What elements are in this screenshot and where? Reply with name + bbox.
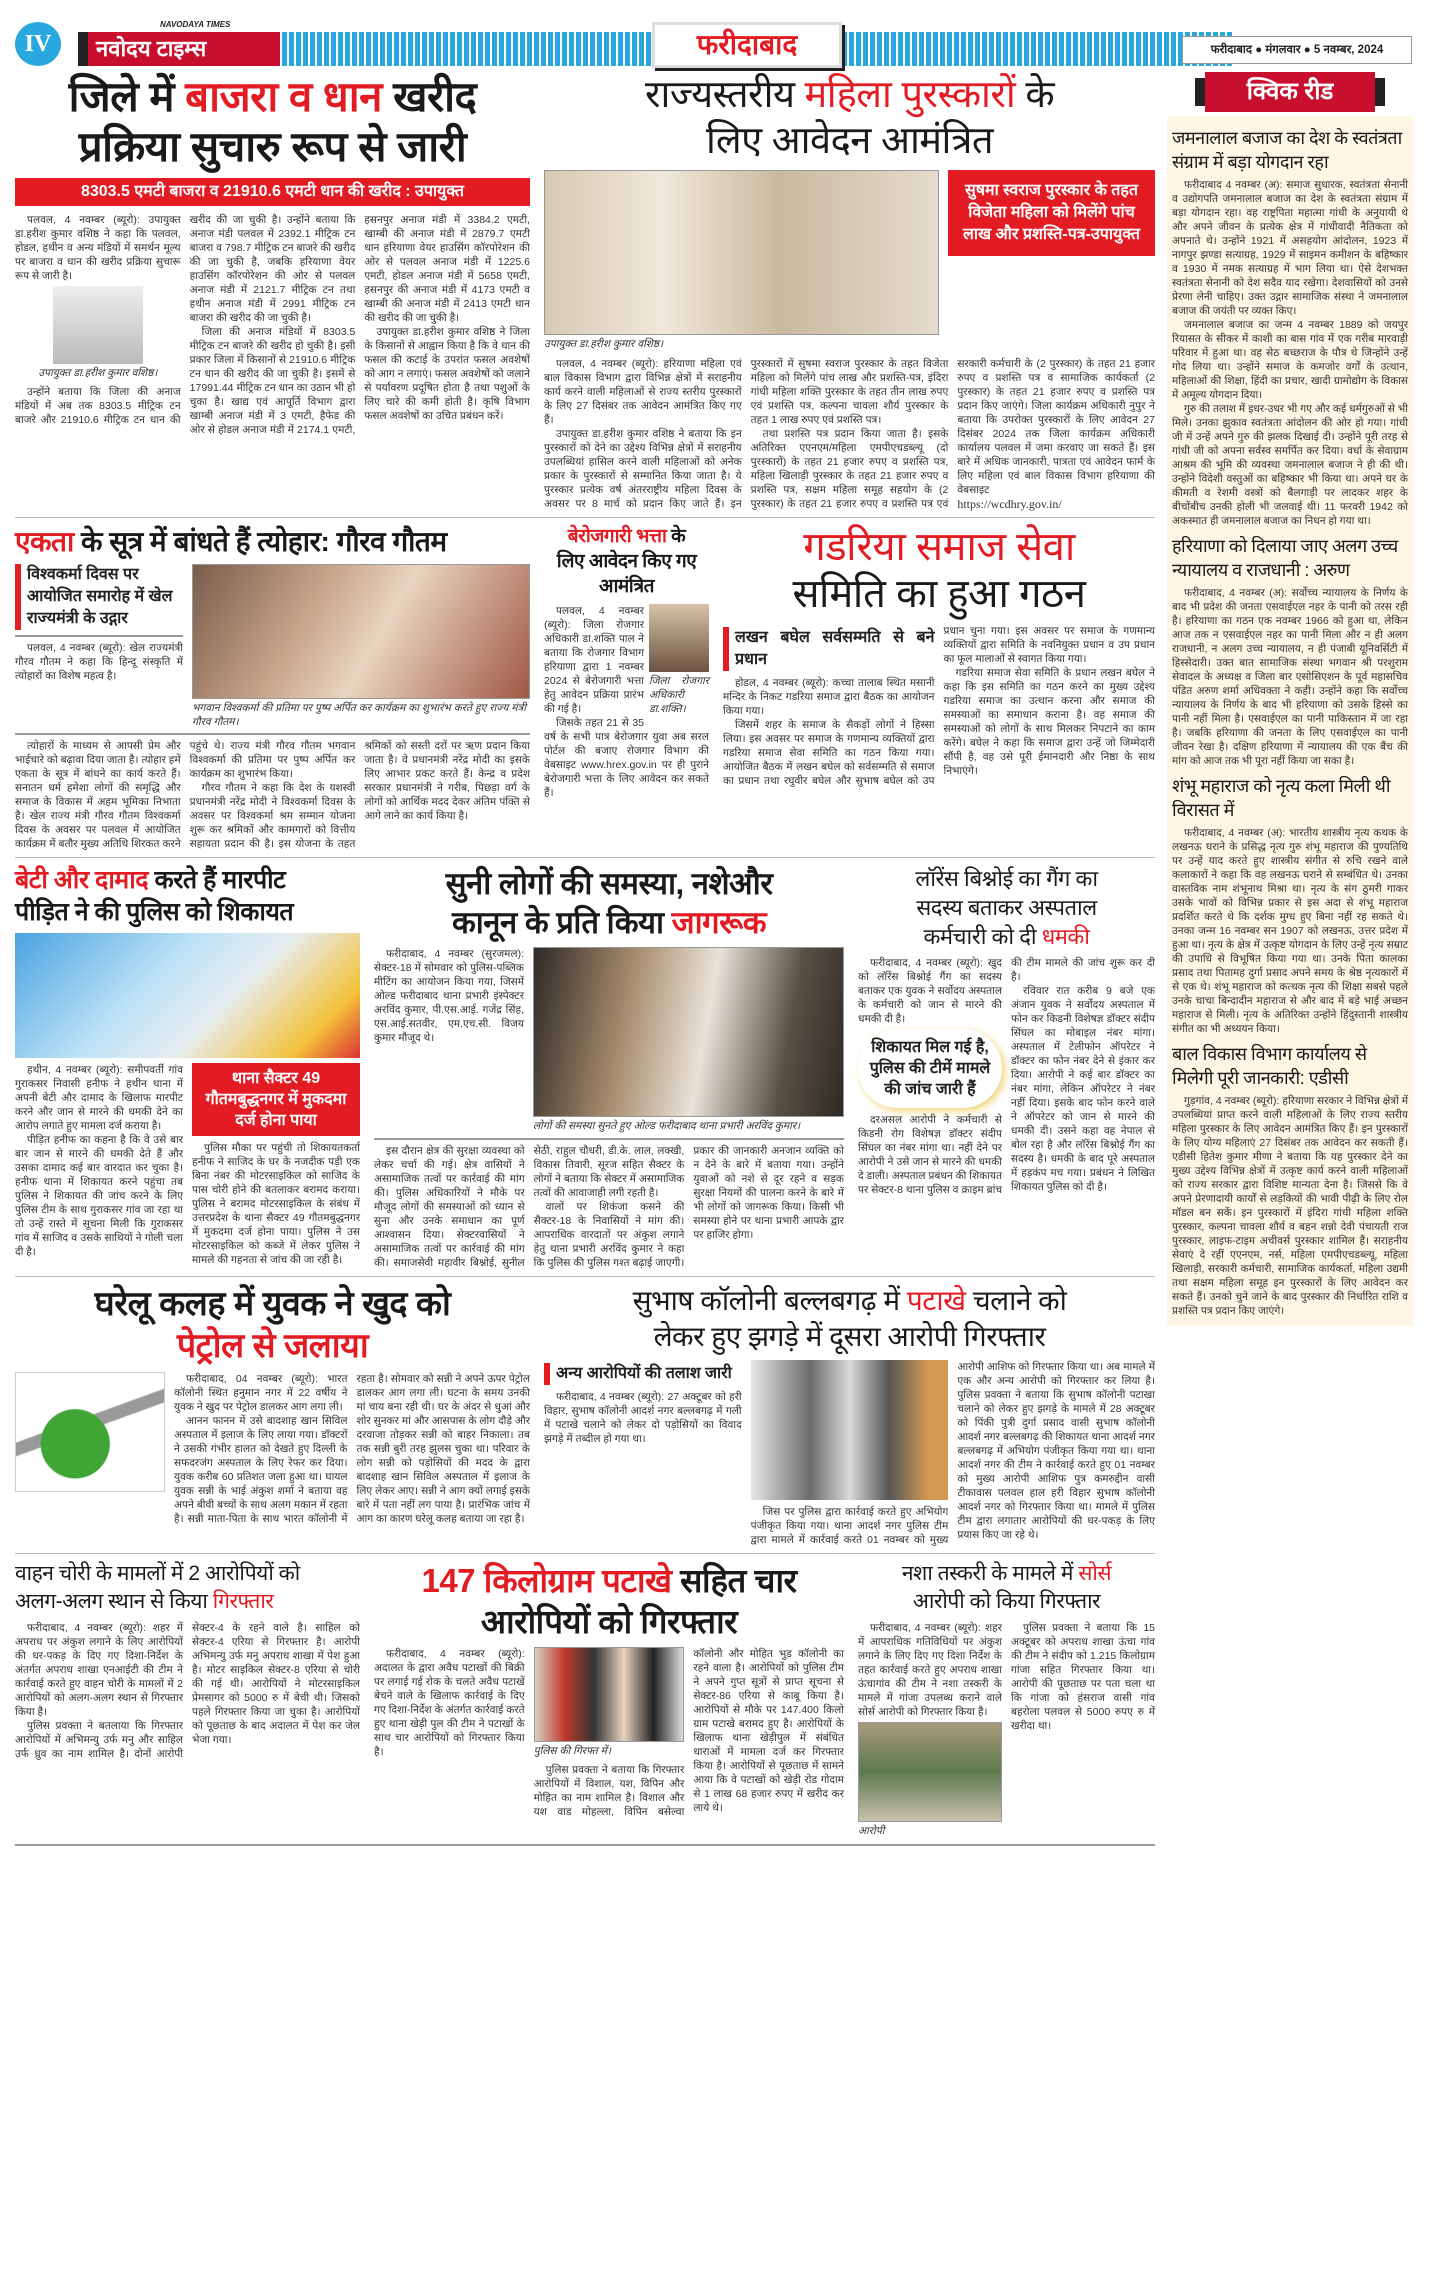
headline-part: चलाने को (965, 1285, 1067, 1316)
article-body (544, 357, 1155, 511)
headline-part: जिले में (68, 73, 186, 120)
paragraph: फरीदाबाद, 4 नवम्बर (सुरजमल): सेक्टर-18 में सोमवार को पुलिस-पब्लिक मीटिंग का आयोजन किया गया, जिसमें ओल्ड फरीदाबाद थाना प्रभारी इंस्पेक्टर अरविंद कुमार, पी.एस.आई. गजेंद्र सिंह, एस.आई.सतवीर, एम.एच.सी. विजय कुमार मौजूद थे। (374, 948, 524, 1044)
ekta-subhead: विश्वकर्मा दिवस पर आयोजित समारोह में खेल राज्यमंत्री के उद्गार (15, 564, 183, 630)
headline-part: लिए आवेदन आमंत्रित (705, 120, 993, 162)
headline-gadariya (723, 524, 1155, 618)
paragraph: उन्होंने बताया कि जिला की अनाज मंडियों में अब तक 8303.5 मीट्रिक टन बाजरे और 21910.6 मीट्रिक टन धान की खरीद की जा चुकी है। उन्होंने बताया कि अनाज मंडी पलवल में 2392.1 मीट्रिक टन बाजरा व 798.7 मीट्रिक टन बाजरे की खरीद की जा चुकी है, जबकि हरियाणा वेयर हाउसिंग कॉरपोरेशन की ओर से पलवल अनाज मंडी में 2121.7 मीट्रिक टन तथा हथीन अनाज मंडी में 2991 मीट्रिक टन बाजरा की खरीद की जा चुकी है। (15, 214, 356, 426)
quick-body (1172, 826, 1408, 1036)
headline-vahan-chori (15, 1560, 360, 1616)
photo-figure (858, 1722, 1002, 1838)
divider (374, 1138, 844, 1140)
photo-figure (15, 286, 181, 380)
headline-part: कर्मचारी को दी (923, 924, 1042, 949)
article-body (15, 739, 530, 851)
headline-part: अलग-अलग स्थान से किया (15, 1590, 213, 1613)
headline-part: जागरूक (671, 905, 767, 940)
photo-accused (858, 1722, 1002, 1822)
headline-part: एकता (15, 526, 74, 557)
paragraph: गुड़गांव, 4 नवम्बर (ब्यूरो): हरियाणा सरकार ने विभिन्न क्षेत्रों में उपलब्धियां प्राप्त करने वाली महिलाओं के लिए राज्य स्तरीय महिला पुरस्कार के लिए आवेदन आमंत्रित किए हैं। इन पुरस्कारों के लिए योग्य महिलाएं 27 दिसंबर तक आवेदन कर सकती हैं। एडीसी हितेश कुमार मीणा ने बताया कि यह पुरस्कार देने का मुख्य उद्देश्य विभिन्न क्षेत्रों में उत्कृष्ट कार्य करने वाली महिलाओं को राज्य सरकार द्वारा विशिष्ट मान्यता देना है। जिससे कि वे अपने प्रेरणादायी कार्यों से लड़कियों की भावी पीढ़ी के लिए रोल मॉडल बन सकें। इन पुरस्कारों में इंदिरा गांधी महिला शक्ति पुरस्कार, कल्पना चावला शौर्य व बहन शन्नो देवी पंचायती राज पुरस्कार, लाइफ-टाइम अचीवर्स पुरस्कार शामिल हैं। सराहनीय सेवाएं दे रहीं एएनएम, नर्स, महिला एमपीएचडब्ल्यू, महिला खिलाड़ी, सरकारी कर्मचारी, सामाजिक कार्यकर्ता, महिला उद्यमी तथा सक्षम महिला समूह इन पुरस्कारों के लिए आवेदन कर सकते हैं। उनको चुने जाने के बाद पुरस्कार की निर्धारित राशि व प्रशस्ति पत्र प्रदान किए जाएंगे। (1172, 1095, 1408, 1317)
photo-figure (534, 1647, 685, 1758)
article-vahan-chori (15, 1560, 360, 1761)
paragraph: पुलिस प्रवक्ता ने बताया कि गिरफ्तार आरोपियों में विशाल, यश, विपिन और मोहित का नाम शामिल है। विशाल और यश वाड मोहल्ला, विपिन बसेल्वा कॉलोनी और मोहित भुड कॉलोनी का रहने वाला है। आरोपियों को पुलिस टीम ने अपने गुप्त सूत्रों से प्राप्त सूचना से सेक्टर-86 एरिया से काबू किया है। आरोपियों से मौके पर 147.400 किलो ग्राम पटाखे बरामद हुए है। आरोपियों के खिलाफ थाना खेड़ीपुल में संबंधित धाराओं में मामला दर्ज कर गिरफ्तार किया है। आरोपियों से पूछताछ में सामने आया कि वे पटाखों को खेड़ी रोड गोदाम से 1 लाख 68 हजार रुपए में खरीद कर लाये थे। (533, 1648, 844, 1818)
paragraph: जिसमें शहर के समाज के सैकड़ों लोगों ने हिस्सा लिया। इस अवसर पर समाज के गणमान्य व्यक्तियों द्वारा गडरिया समाज सेवा समिति का गठन किया गया। आयोजित बैठक में लखन बघेल को सर्वसम्मति से समाज का प्रधान तथा रघुवीर बघेल और सुभाष बघेल को उप प्रधान चुना गया। इस अवसर पर समाज के गणमान्य व्यक्तियों द्वारा समिति के नवनियुक्त प्रधान व उप प्रधान का फूल मालाओं से स्वागत किया गया। (723, 625, 1155, 787)
headline-part: खरीद (381, 73, 477, 120)
paragraph: फरीदाबाद, 04 नवम्बर (ब्यूरो): भारत कॉलोनी स्थित हनुमान नगर में 22 वर्षीय ने युवक ने खुद पर पेट्रोल डालकर आग लगा ली। (174, 1373, 348, 1413)
headline-147kg-patakhe (374, 1560, 844, 1642)
headline-part: लेकर हुए झगड़े में दूसरा आरोपी गिरफ्तार (653, 1321, 1046, 1352)
photo-arrested-four (534, 1647, 685, 1742)
quick-headline: हरियाणा को दिलाया जाए अलग उच्च न्यायालय व राजधानी : अरुण (1172, 536, 1398, 580)
article-body (15, 1063, 360, 1267)
gadariya-subhead: लखन बघेल सर्वसम्मति से बने प्रधान (723, 627, 935, 671)
article-body (858, 956, 1155, 1197)
website-link[interactable]: https://wcdhry.gov.in/ (957, 497, 1062, 511)
paragraph: पलवल, 4 नवम्बर (ब्यूरो): खेल राज्यमंत्री गौरव गौतम ने कहा कि हिन्दू संस्कृति में त्योहारों का विशेष महत्व है। (15, 642, 183, 682)
article-147kg-patakhe (374, 1560, 844, 1819)
headline-part: सोर्स (1078, 1562, 1112, 1585)
article-body (374, 1144, 844, 1270)
article-body (858, 1621, 1155, 1838)
headline-part: के सूत्र में बांधते हैं त्योहार: गौरव गौतम (73, 526, 447, 557)
quick-read-sidebar (1167, 72, 1413, 1326)
paragraph: फरीदाबाद, 4 नवम्बर (ब्यूरो): 27 अक्टूबर को हरी विहार, सुभाष कॉलोनी आदर्श नगर बल्लबगढ़ में गली में पटाखे चलाने को लेकर दो पड़ोसियों का विवाद झगड़े में तब्दील हो गया था। (544, 1391, 742, 1445)
quick-body (1172, 586, 1408, 768)
paragraph: जिसके तहत 21 से 35 वर्ष के सभी पात्र बेरोजगार युवा अब सरल पोर्टल की बजाए रोजगार विभाग की वेबसाइट www.hrex.gov.in पर ही पुराने बेरोजगारी भत्ता के लिए आवेदन कर सकते हैं। (544, 717, 709, 799)
paragraph: तथा प्रशस्ति पत्र प्रदान किया जाता है। इसके अतिरिक्त एएनएम/महिला एमपीएचडब्ल्यू (दो पुरस्कारों) के तहत 21 हजार रुपए व प्रशस्ति पत्र, महिला खिलाड़ी पुरस्कार के तहत 21 हजार रुपए व प्रशस्ति पत्र, सक्षम महिला समूह सहयोग के (2 पुरस्कार) के तहत 21 हजार रुपए व प्रशस्ति पत्र एवं सरकारी कर्मचारी के (2 पुरस्कार) के तहत 21 हजार रुपए व प्रशस्ति पत्र व सामाजिक कार्यकर्ता (2 पुरस्कार) के तहत 21 हजार रुपए व प्रशस्ति पत्र प्रदान किए जाएंगे। जिला कार्यक्रम अधिकारी नुपुर ने बताया कि उपरोक्त पुरस्कारों के लिए आवेदन 27 दिसंबर 2024 तक जिला कार्यक्रम अधिकारी कार्यालय पलवल में जमा करवाए जा सकते हैं। इस बारे में अधिक जानकारी, पात्रता एवं आवेदन फार्म के लिए महिला एवं बाल विकास विभाग हरियाणा की वेबसाइट (750, 358, 1155, 510)
article-mahila-puraskar (544, 72, 1155, 511)
paragraph: पलवल, 4 नवम्बर (ब्यूरो): उपायुक्त डा.हरीश कुमार वशिष्ठ ने कहा कि पलवल, होडल, हथीन व अन्य मंडियों में समर्थन मूल्य पर बाजरा व धान की खरीद प्रक्रिया सुचारू रूप से जारी है। (15, 214, 181, 282)
paragraph: पलवल, 4 नवम्बर (ब्यूरो): हरियाणा महिला एवं बाल विकास विभाग द्वारा विभिन्न क्षेत्रों में सराहनीय कार्य करने वाली महिलाओं से राज्य स्तरीय पुरस्कारों के लिए 27 दिसंबर तक आवेदन आमंत्रित किए गए हैं। (544, 358, 742, 426)
headline-part: आरोपी को किया गिरफ्तार (912, 1590, 1101, 1613)
headline-part: राज्यस्तरीय (644, 74, 805, 116)
main-content (15, 72, 1155, 1852)
subhash-subhead: अन्य आरोपियों की तलाश जारी (544, 1363, 742, 1385)
headline-part: सदस्य बताकर अस्पताल (916, 895, 1097, 920)
photo-caption: जिला रोजगार अधिकारी डा.शक्ति। (649, 675, 709, 715)
article-gadariya (723, 524, 1155, 788)
paragraph: फरीदाबाद, 4 नवम्बर (अ): भारतीय शास्त्रीय नृत्य कथक के लखनऊ घराने के प्रसिद्ध नृत्य गुरु शंभू महाराज की पुण्यतिथि पर उन्हें याद करते हुए शास्त्रीय संगीत से रुचि रखने वाले कलाकारों ने कहा कि वह लखनऊ घराने से सम्बंधित थे। उनका वास्तविक नाम शंभूनाथ मिश्रा था। नृत्य के संग ठुमरी गाकर उसके भावों को विभिन्न प्रकार से इस अदा से शंभू महाराज प्रदर्शित करते थे कि दर्शक मुग्ध हुए बिना नहीं रह सकते थे। उनका जन्म 16 नवम्बर सन 1907 को लखनऊ, उत्तर प्रदेश में हुआ था। नृत्य के क्षेत्र में उत्कृष्ट योगदान के लिए उन्हें नृत्य सम्राट की उपाधि से विभूषित किया गया था। उनके पिता कालका प्रसाद तथा पितामह दुर्गा प्रसाद अपने समय के श्रेष्ठ नृत्यकारों में से एक थे। शंभू महाराज को कत्थक नृत्य की शिक्षा सबसे पहले उनके चाचा बिन्दादीन महाराज से और बाद में बड़े भाई अच्छन महाराज से मिली। नृत्य के अतिरिक्त उन्होंने हिंदुस्तानी शास्त्रीय संगीत का भी अध्ययन किया। (1172, 827, 1408, 1035)
headline-part: आरोपियों को गिरफ्तार (480, 1603, 738, 1640)
headline-suni-samasya (374, 864, 844, 942)
illustration-petrol-nozzle (15, 1372, 165, 1492)
headline-part: पीड़ित ने की पुलिस को शिकायत (15, 898, 294, 926)
paragraph: पलवल, 4 नवम्बर (ब्यूरो): जिला रोजगार अधिकारी डा.शक्ति पाल ने बताया कि रोजगार विभाग हरियाणा द्वारा 1 नवम्बर 2024 से बेरोजगारी भत्ता हेतु आवेदन प्रक्रिया प्रारंभ की गई है। (544, 605, 644, 715)
article-ekta (15, 524, 530, 851)
photo-vishwakarma-event (192, 564, 530, 699)
callout-box: सुषमा स्वराज पुरस्कार के तहत विजेता महिला को मिलेंगे पांच लाख और प्रशस्ति-पत्र-उपायुक्त (948, 170, 1155, 256)
article-lawrence-gang (858, 864, 1155, 1197)
headline-part: वाहन चोरी के मामलों में 2 आरोपियों को (15, 1562, 300, 1585)
headline-part: घरेलू कलह में युवक ने खुद को (94, 1285, 451, 1323)
date-line: फरीदाबाद ● मंगलवार ● 5 नवम्बर, 2024 (1182, 36, 1412, 64)
quick-read-title: क्विक रीड (1205, 72, 1375, 112)
headline-part: लॉरेंस बिश्नोई का गैंग का (915, 866, 1098, 891)
article-body (374, 1647, 844, 1819)
photo-caption: आरोपी (858, 1825, 885, 1837)
headline-part: करते हैं मारपीट (148, 866, 286, 894)
paragraph: रविवार रात करीब 9 बजे एक अंजान युवक ने सर्वोदय अस्पताल में फोन कर किडनी विशेषज्ञ डॉक्टर संदीप सिंघल का मोबाइल नंबर मांगा। अस्पताल में टेलीफोन ऑपरेटर ने डॉक्टर का फोन नंबर देने से इंकार कर दिया। आरोपी ने कई बार डॉक्टर का नंबर मांगा, लेकिन ऑपरेटर ने नंबर नहीं दिया। इसके बाद फोन करने वाले ने ऑपरेटर को जान से मारने की धमकी दी। उसने कहा वह नेपाल से बोल रहा है और लॉरेंस बिश्नोई गैंग का सदस्य है। धमकी के बाद पूरे अस्पताल में हड़कंप मच गया। प्रबंधन ने लिखित शिकायत पुलिस को दी है। (1011, 985, 1155, 1193)
paragraph: पुलिस प्रवक्ता ने बताया कि 15 अक्टूबर को अपराध शाखा ऊंचा गांव की टीम ने संदीप को 1.215 किलोग्राम गांजा सहित गिरफ्तार किया था। आरोपी की पूछताछ पर पता चला था कि गांजा को हंसराज वासी गांव बहरोला पलवल से 5000 रुपए रु में खरीदा था। (1011, 1622, 1155, 1732)
paragraph: इस दौरान क्षेत्र की सुरक्षा व्यवस्था को लेकर चर्चा की गई। क्षेत्र वासियों ने असामाजिक तत्वों पर कार्रवाई की मांग की। पुलिस अधिकारियों ने मौके पर मौजूद लोगों की समस्याओं को ध्यान से सुना और उनके समाधान का पूर्ण आश्वासन दिया। सेक्टरवासियों ने असामाजिक तत्वों पर कार्रवाई की मांग की। समाजसेवी महावीर बिश्नोई, सुनील सेठी, राहुल चौधरी, डी.के. लाल, लक्खी, विकास तिवारी, सूरज सहित सैक्टर के लोगों ने बताया कि सेक्टर में असामाजिक तत्वों की आवाजाही लगी रहती है। (374, 1145, 685, 1269)
headline-part: के (666, 526, 686, 547)
paragraph: उपायुक्त डा.हरीश कुमार वशिष्ठ ने जिला के किसानों से आह्वान किया है कि वे धान की फसल की कटाई के उपरांत फसल अवशेषों को आग न लगाएं। फसल अवशेषों को जलाने से पर्यावरण प्रदूषित होता है तथा पशुओं के लिए चारे की कमी होती है। कृषि विभाग फसल अवशेषों का उचित प्रबंधन करें। (364, 326, 530, 422)
page-number-badge: IV (15, 22, 61, 66)
article-body (15, 1621, 360, 1761)
article-body (544, 604, 709, 800)
headline-part: सुभाष कॉलोनी बल्लबगढ़ में (632, 1285, 907, 1316)
article-subhash-colony (544, 1283, 1155, 1547)
paragraph: फरीदाबाद, 4 नवम्बर (ब्यूरो): अदालत के द्वारा अवैध पटाखों की बिक्री पर लगाई गई रोक के चलते अवैध पटाखें बेचने वाले के खिलाफ कार्रवाई के दिए गए दिशा-निर्देश के अंतर्गत कार्रवाई करते हुए थाना खेड़ी पुल की टीम ने पटाखों के साथ चार आरोपियों को गिरफ्तार किया है। (374, 1648, 525, 1758)
headline-ekta (15, 524, 530, 559)
headline-part: महिला पुरस्कारों (804, 74, 1016, 116)
quick-body (1172, 1094, 1408, 1318)
headline-part: नशा तस्करी के मामले में (901, 1562, 1079, 1585)
paragraph: होडल, 4 नवम्बर (ब्यूरो): कच्चा तालाब स्थित मसानी मन्दिर के निकट गडरिया समाज द्वारा बैठक का आयोजन किया गया। (723, 677, 935, 717)
paragraph: वालों पर शिकंजा कसने की सैक्टर-18 के निवासियों ने मांग की। आपराधिक वारदातों पर अंकुश लगाने हेतु थाना प्रभारी अरविंद कुमार ने कहा कि पुलिस की पुलिस गश्त बढ़ाई जाएगी। प्रकार की जानकारी अनजान व्यक्ति को न देने के बारे में बताया गया। उन्होंने युवाओं को नशे से दूर रहने व सड़क सुरक्षा नियमों की पालना करने के बारे में भी लोगों को जागरूक किया। किसी भी समस्या होने पर थाना प्रभारी आपके द्वार पर हाजिर होगा। (533, 1145, 844, 1269)
headline-part: कानून के प्रति किया (451, 905, 672, 940)
paragraph: पुलिस मौका पर पहुंची तो शिकायतकर्ता हनीफ ने साजिद के घर के नजदीक पड़ी एक बिना नंबर की मोटरसाइकिल को साजिद के पास चोरी होने की बतलाकर बरामद कराया। पुलिस ने बरामद मोटरसाइकिल के संबंध में उत्तरप्रदेश के थाना सैक्टर 49 गौतमबुद्धनगर में मुकदमा दर्ज होना पाया। पुलिस ने उस मोटरसाइकिल को कब्जे में लेकर पुलिस ने मामले की गहनता से जांच की जा रही है। (192, 1142, 360, 1266)
headline-beti-damad (15, 864, 360, 928)
red-box-case-registered: थाना सैक्टर 49 गौतमबुद्धनगर में मुकदमा दर्ज होना पाया (192, 1063, 360, 1136)
article-body (15, 213, 530, 437)
paragraph: फरीदाबाद, 4 नवम्बर (ब्यूरो): शहर में अपराध पर अंकुश लगाने के लिए आरोपियों की धर-पकड़ के दिए गए दिशा-निर्देश के अंतर्गत अपराध शाखा एनआईटी की टीम ने कार्रवाई करते हुए वाहन चोरी के मामलों में 2 आरोपियों को अलग-अलग स्थान से गिरफ्तार किया है। (15, 1622, 183, 1718)
headline-part: के (1015, 74, 1055, 116)
article-suni-samasya (374, 864, 844, 1270)
headline-mahila-puraskar (544, 72, 1155, 164)
headline-part: धमकी (1041, 924, 1090, 949)
paragraph: उपायुक्त डा.हरीश कुमार वशिष्ठ ने बताया कि इन पुरस्कारों को देने का उद्देश्य विभिन्न क्षेत्रों में सराहनीय उपलब्धियां हासिल करने वाली महिलाओं को अनेक प्रकार के पुरस्कारों से सम्मानित किया जाता है। ये पुरस्कार प्रत्येक वर्ष अंतरराष्ट्रीय महिला दिवस के अवसर पर 8 मार्च को प्रदान किए जाते हैं। इन पुरस्कारों में सुषमा स्वराज पुरस्कार के तहत विजेता महिला को मिलेंगे पांच लाख और प्रशस्ति-पत्र, इंदिरा गांधी महिला शक्ति पुरस्कार के तहत तीन लाख रुपए एवं प्रशस्ति पत्र, कल्पना चावला शौर्य पुरस्कार के तहत 1 लाख रुपए एवं प्रशस्ति पत्र। (544, 358, 949, 510)
article-body (15, 641, 183, 683)
headline-part: सहित चार (671, 1562, 797, 1599)
photo-caption: पुलिस की गिरफ्त में। (533, 1745, 611, 1757)
paragraph: त्योहारों के माध्यम से आपसी प्रेम और भाईचारे को बढ़ावा दिया जाता है। त्योहार हमें एकता के सूत्र में बांधने का कार्य करते हैं। सनातन धर्म हमेशा लोगों की समृद्धि और समाज के विकास में अहम भूमिका निभाता है। खेल राज्य मंत्री गौरव गौतम विश्वकर्मा दिवस के अवसर पर पलवल में आयोजित कार्यक्रम में बतौर मुख्य अतिथि शिरकत करने पहुंचे थे। राज्य मंत्री गौरव गौतम भगवान विश्वकर्मा की प्रतिमा पर पुष्प अर्पित कर कार्यक्रम का शुभारंभ किया। (15, 740, 356, 850)
photo-caption: उपायुक्त डा.हरीश कुमार वशिष्ठ। (38, 367, 158, 379)
quick-body (1172, 178, 1408, 528)
paragraph: जिस पर पुलिस द्वारा कार्रवाई करते हुए अभियोग पंजीकृत किया गया। थाना आदर्श नगर पुलिस टीम द्वारा मामले में कार्रवाई करते 01 नवम्बर को मुख्य आरोपी आशिफ को गिरफ्तार किया था। अब मामले में एक और अन्य आरोपी को गिरफ्तार कर लिया है। पुलिस प्रवक्ता ने बताया कि सुभाष कॉलोनी पटाखा चलाने को लेकर हुए झगड़े के मामले में 28 अक्टूबर को पिंकी पुत्री दुर्गा प्रसाद वासी सुभाष कॉलोनी आदर्श नगर बल्लबगढ़ की शिकायत थाना आदर्श नगर बल्लबगढ़ में अभियोग पंजीकृत किया गया था। थाना आदर्श नगर की टीम ने कार्रवाई करते हुए 01 नवम्बर को मुख्य आरोपी आशिफ पुत्र कमरुद्दीन वासी टीकावास पलवल हाल हरी विहार सुभाष कॉलोनी आदर्श नगर को गिरफ्तार किया था। मामले में पुलिस टीम द्वारा लगातार आरोपियों की धर-पकड़ के लिए प्रयास किए जा रहे थे। (750, 1361, 1155, 1546)
photo-dc-office (544, 170, 939, 335)
photo-dc (53, 286, 143, 364)
brand-logo: नवोदय टाइम्स (78, 32, 280, 66)
paragraph: दरअसल आरोपी ने कर्मचारी से किडनी रोग विशेषज्ञ डॉक्टर संदीप सिंघल का नंबर मांगा था। नहीं देने पर आरोपी ने उसे जान से मारने की धमकी दे डाली। अस्पताल प्रबंधन की शिकायत पर सेक्टर-8 थाना पुलिस व क्राइम ब्रांच की टीम मामले की जांच शुरू कर दी है। (858, 957, 1155, 1196)
article-berozgari (544, 524, 709, 800)
paragraph: गडरिया समाज सेवा समिति के प्रधान लखन बघेल ने कहा कि इस समिति का गठन करने का मुख्य उद्देश्य गडरिया समाज का उत्थान करना और समाज की समस्याओं का समाधान कराना है। वह समाज की समस्याओं को लोगों के साथ मिलकर निपटाने का काम करेंगे। बघेल ने कहा कि समाज द्वारा उन्हें जो जिम्मेदारी सौंपी है, वह उसे पूरी ईमानदारी और निष्ठा के साथ निभाएंगे। (943, 667, 1155, 777)
quick-headline: बाल विकास विभाग कार्यालय से मिलेगी पूरी जानकारी: एडीसी (1172, 1044, 1367, 1088)
paragraph: पीड़ित हनीफ का कहना है कि वे उसे बार बार जान से मारने की धमकी देते हैं और उसका दामाद कई बार वारदात कर चुका है। हनीफ थाना में शिकायत करने पहुंचा तब पुलिस ने शिकायत की जांच करने के लिए पुलिस टीम के साथ गुराकसर गांव जा रहा था तो उन्हें रास्ते में सूचना मिली कि गुराकसर गांव में साजिद व उसके साथियों ने गोली चला दी है। (15, 1134, 183, 1258)
article-body (174, 1372, 530, 1526)
masthead (15, 0, 1414, 72)
headline-part: पटाखे (906, 1285, 966, 1316)
paragraph: फरीदाबाद, 4 नवम्बर (ब्यूरो): खुद को लॉरेंस बिश्नोई गैंग का सदस्य बताकर एक युवक ने सर्वोदय अस्पताल के कर्मचारी को जान से मारने की धमकी दी है। (858, 957, 1002, 1025)
article-gharelu-kalah (15, 1283, 530, 1526)
photo-caption: भगवान विश्वकर्मा की प्रतिमा पर पुष्प अर्पित कर कार्यक्रम का शुभारंभ करते हुए राज्य मंत्री गौरव गौतम। (192, 702, 527, 728)
divider (15, 733, 530, 735)
headline-part: प्रक्रिया सुचारु रूप से जारी (78, 123, 467, 170)
article-body (723, 624, 1155, 788)
headline-part: समिति का हुआ गठन (792, 572, 1086, 616)
paragraph: फरीदाबाद, 4 नवम्बर (अ): सर्वोच्च न्यायालय के निर्णय के बाद भी प्रदेश की जनता एसवाईएल नहर के पानी को तरस रही है। हरियाणा का गठन एक नवम्बर 1966 को हुआ था, लेकिन आज तक न एसवाईएल नहर का पानी मिला और न ही अलग राजधानी, न अलग उच्च न्यायालय, न ही पंजाबी यूनिवर्सिटी में हिस्सेदारी। उक्त बात सामाजिक संस्था भगवान श्री परशुराम सेवादल के अध्यक्ष व जिला बार एसोसिएशन के पूर्व महासचिव पंडित अरुण शर्मा अधिवक्ता ने कही। उन्होंने कहा कि सर्वोच्च न्यायालय के निर्णय के बाद भी हरियाणा को उसके हिस्से का पानी नहीं मिला है। एसवाईएल का पानी पाकिस्तान में जा रहा है। जबकि हरियाणा की जनता के लिए एसवाईएल का पानी जीवन रेखा है। दक्षिण हरियाणा में न्यायालय की एक बैंच की मांग को आज तक भी पूरा नहीं किया जा सका है। (1172, 587, 1408, 767)
headline-lawrence-gang (858, 864, 1155, 951)
headline-gharelu-kalah (15, 1283, 530, 1367)
brand-small: NAVODAYA TIMES (160, 20, 231, 29)
headline-nasha-taskari (858, 1560, 1155, 1616)
paragraph: पुलिस प्रवक्ता ने बतलाया कि गिरफ्तार आरोपियों में अभिमन्यु उर्फ मनु और साहिल उर्फ ध्रुव का नाम शामिल है। दोनों आरोपी सेक्टर-4 के रहने वाले है। साहिल को सेक्टर-4 एरिया से गिरफ्तार है। आरोपी अभिमन्यु उर्फ मनु अपराध शाखा में पेश हुआ है। मोटर साइकिल सेक्टर-8 एरिया से चोरी की गई थी। आरोपियों ने मोटरसाइकिल प्रेमसागर को 5000 रु में बेची थी। जिसको पहले गिरफ्तार किया जा चुका है। आरोपियों को पूछताछ के बाद अदालत में पेश कर जेल भेजा गया। (15, 1622, 360, 1760)
subhead-bar: 8303.5 एमटी बाजरा व 21910.6 एमटी धान की खरीद : उपायुक्त (15, 178, 530, 206)
paragraph: जिला की अनाज मंडियों में 8303.5 मीट्रिक टन बाजरे की खरीद हो चुकी है। इसी प्रकार जिला में किसानों से 21910.6 मीट्रिक टन धान की खरीद की जा चुकी है। इसमें से 17991.44 मीट्रिक टन धान का उठान भी हो चुका है। खाद्य एवं आपूर्ति विभाग द्वारा खाम्बी अनाज मंडी में 3 एमटी, हैफेड की ओर से होडल अनाज मंडी में 2174.1 एमटी, हसनपुर अनाज मंडी में 3384.2 एमटी, खाम्बी की अनाज मंडी में 2879.7 एमटी धान हरियाणा वेयर हाउसिंग कॉरपोरेशन की ओर से पलवल अनाज मंडी में 1225.6 एमटी, होडल अनाज मंडी में 5658 एमटी, हसनपुर की अनाज मंडी में 4173 एमटी व खाम्बी की अनाज मंडी में 2413 एमटी धान की खरीद की जा चुकी है। (189, 214, 530, 436)
photo-employment-officer (649, 604, 709, 672)
photo-caption: उपायुक्त डा.हरीश कुमार वशिष्ठ। (544, 338, 664, 350)
photo-figure (649, 604, 709, 716)
headline-part: बेरोजगारी भत्ता (567, 526, 667, 547)
divider (15, 635, 183, 637)
paragraph: गुरु की तलाश में इधर-उधर भी गए और कई धर्मगुरुओं से भी मिले। उनका झुकाव स्वतंत्रता आंदोलन की ओर हो गया। गांधी जी में उन्हें अपने गुरु की झलक दिखाई दी। उन्होंने पूरी तरह से गांधी जी को अपना सर्वस्व समर्पित कर दिया। वर्धा के सेवाग्राम आश्रम की भूमि की व्यवस्था जमनालाल बजाज ने ही की थी। उन्होंने विदेशी वस्तुओं का बहिष्कार भी किया था। अपने घर के कीमती व रेशमी वस्त्रों को बैलगाड़ी पर लादकर शहर के बीचोंबीच उनकी होली भी जलवाई थी। 11 फरवरी 1942 को अकस्मात ही जमनालाल बजाज का निधन हो गया था। (1172, 403, 1408, 527)
article-body (544, 1360, 1155, 1547)
article-bajra-dhan (15, 72, 530, 437)
headline-part: गिरफ्तार (212, 1590, 274, 1613)
article-beti-damad (15, 864, 360, 1267)
illustration-assault (15, 933, 360, 1058)
headline-part: गडरिया समाज सेवा (803, 525, 1075, 569)
headline-subhash-colony (544, 1283, 1155, 1355)
headline-part: 147 किलोग्राम पटाखे (421, 1562, 672, 1599)
photo-caption: लोगों की समस्या सुनते हुए ओल्ड फरीदाबाद थाना प्रभारी अरविंद कुमार। (533, 1120, 801, 1132)
headline-part: सुनी लोगों की समस्या, नशेऔर (445, 866, 773, 901)
headline-part: लिए आवेदन किए गए आमंत्रित (556, 551, 697, 597)
photo-police-meeting (533, 947, 844, 1117)
headline-part: बेटी और दामाद (15, 866, 148, 894)
pull-quote: शिकायत मिल गई है, पुलिस की टीमें मामले की जांच जारी हैं (858, 1029, 1002, 1108)
paragraph: जमनालाल बजाज का जन्म 4 नवम्बर 1889 को जयपुर रियासत के सीकर में काशी का बास गांव में एक गरीब मारवाड़ी परिवार में हुआ था। वह सेठ बच्छराज के पौत्र थे जिन्होंने उन्हें गोद लिया था। उन्होंने समाज के कमजोर वर्गों के उत्थान, महिलाओं की शिक्षा, हिंदी का प्रचार, खादी ग्रामोद्योग के विकास में अमूल्य योगदान दिया। (1172, 319, 1408, 401)
city-label: फरीदाबाद (652, 22, 842, 68)
quick-headline: जमनालाल बजाज का देश के स्वतंत्रता संग्राम में बड़ा योगदान रहा (1172, 128, 1402, 172)
paragraph: हथीन, 4 नवम्बर (ब्यूरो): समीपवर्ती गांव गुराकसर निवासी हनीफ ने हथीन थाना में अपनी बेटी और दामाद के खिलाफ मारपीट करने और जान से मारने की धमकी देने का आरोप लगाते हुए मामला दर्ज कराया है। (15, 1064, 183, 1132)
paragraph: फरीदाबाद, 4 नवम्बर (ब्यूरो): शहर में आपराधिक गतिविधियों पर अंकुश लगाने के लिए दिए गए दिशा निर्देश के तहत कार्रवाई करते हुए अपराध शाखा ऊंचागांव की टीम ने नशा तस्करी के मामले में गांजा उपलब्ध कराने वाले सोर्स आरोपी को गिरफ्तार किया है। (858, 1622, 1002, 1718)
paragraph: आनन फानन में उसे बादशाह खान सिविल अस्पताल में इलाज के लिए लाया गया। डॉक्टरों ने उसकी गंभीर हालत को देखते हुए दिल्ली के सफदरजंग अस्पताल के लिए रेफर कर दिया। युवक करीब 60 प्रतिशत जला हुआ था। घायल युवक सन्नी के भाई अंकुश शर्मा ने बताया वह अपने बीवी बच्चों के साथ अलग मकान में रहता है। सन्नी माता-पिता के साथ भारत कॉलोनी में रहता है। सोमवार को सन्नी ने अपने ऊपर पेट्रोल डालकर आग लगा ली। घटना के समय उनकी मां चाय बना रही थी। घर के अंदर से धुआं और शोर सुनकर मां और आसपास के लोग दौड़े और दरवाजा तोड़कर सन्नी को बाहर निकाला। तब तक सन्नी बुरी तरह झुलस चुका था। परिवार के लोग सन्नी को पड़ोसियों की मदद के द्वारा बादशाह खान सिविल अस्पताल में इलाज के लिए लेकर आए। सन्नी ने आग क्यों लगाई इसके बारे में पता नहीं लग पाया है। प्रारंभिक जांच में आग का कारण घरेलू कलह बताया जा रहा है। (174, 1373, 530, 1525)
headline-bajra-dhan (15, 72, 530, 172)
quick-headline: शंभू महाराज को नृत्य कला मिली थी विरासत में (1172, 776, 1391, 820)
paragraph: गौरव गौतम ने कहा कि देश के यशस्वी प्रधानमंत्री नरेंद्र मोदी ने विश्वकर्मा दिवस के अवसर पर विश्वकर्मा श्रम सम्मान योजना शुरू कर श्रमिकों और कामगारों को वित्तीय सहायता प्रदान की है। इस योजना के तहत श्रमिकों को सस्ती दरों पर ऋण प्रदान किया जाता है। वे प्रधानमंत्री नरेंद्र मोदी का इसके लिए आभार प्रकट करते हैं। केन्द्र व प्रदेश सरकार प्रधानमंत्री ने गरीब, पिछड़ा वर्ग के लोगों को आर्थिक मदद देकर अंतिम पंक्ति से आगे लाने का कार्य किया है। (189, 740, 530, 850)
headline-part: बाजरा व धान (185, 73, 382, 120)
article-body (374, 947, 524, 1045)
article-nasha-taskari (858, 1560, 1155, 1838)
paragraph: फरीदाबाद 4 नवम्बर (अ): समाज सुधारक, स्वतंत्रता सेनानी व उद्योगपति जमनालाल बजाज का देश के स्वतंत्रता संग्राम में बड़ा योगदान रहा। वह राष्ट्रपिता महात्मा गांधी के अनुयायी थे और अपने जीवन के प्रत्येक क्षेत्र में गांधीवादी नैतिकता को अपनाते थे। उन्होंने 1921 में असहयोग आंदोलन, 1923 में नागपुर झण्डा सत्याग्रह, 1929 में साइमन कमीशन के बहिष्कार व 1930 में नमक सत्याग्रह में भाग लिया था। ऐसे देशभक्त स्वतंत्रता सेनानी को देश सदैव याद रखेगा। देशवासियों को उनसे प्रेरणा लेनी चाहिए। उक्त उद्गार सामाजिक संस्था ने जमनालाल बजाज की जयंती पर व्यक्त किए। (1172, 179, 1408, 317)
headline-part: पेट्रोल से जलाया (176, 1327, 369, 1365)
illustration-arrest (751, 1360, 949, 1500)
headline-berozgari (544, 524, 709, 599)
